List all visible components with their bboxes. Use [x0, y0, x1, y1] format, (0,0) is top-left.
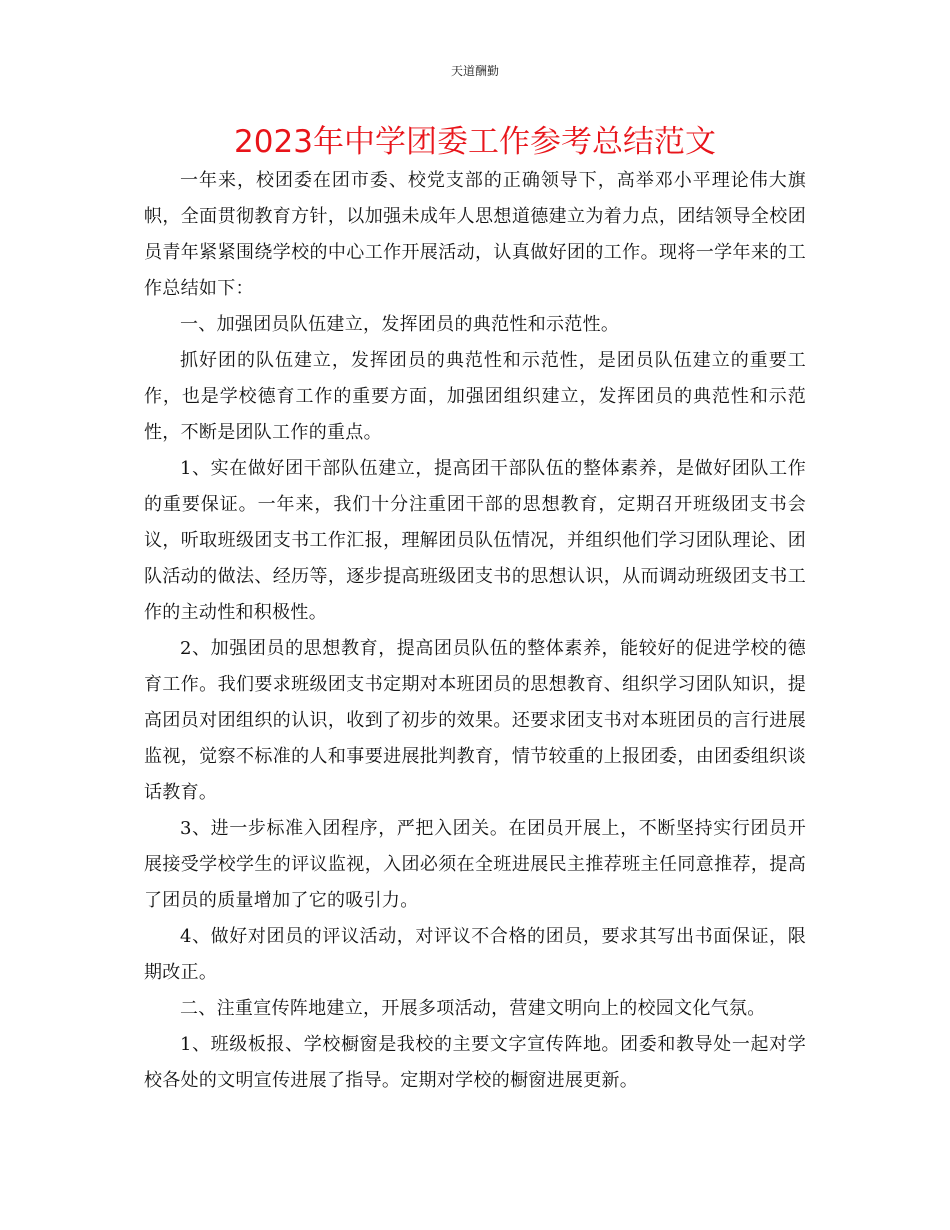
paragraph-item-3: 3、进一步标准入团程序，严把入团关。在团员开展上，不断坚持实行团员开展接受学校学生的评议监视，入团必须在全班进展民主推荐班主任同意推荐，提高了团员的质量增加了它的吸引力。 — [144, 818, 806, 911]
document-title: 2023年中学团委工作参考总结范文 — [234, 124, 716, 160]
document-body — [144, 163, 806, 1099]
paragraph-section-1-overview: 抓好团的队伍建立，发挥团员的典范性和示范性，是团员队伍建立的重要工作，也是学校德育工作的重要方面，加强团组织建立，发挥团员的典范性和示范性，不断是团队工作的重点。 — [144, 350, 806, 443]
paragraph-item-2: 2、加强团员的思想教育，提高团员队伍的整体素养，能较好的促进学校的德育工作。我们要求班级团支书定期对本班团员的思想教育、组织学习团队知识，提高团员对团组织的认识，收到了初步的效果。还要求团支书对本班团员的言行进展监视，觉察不标准的人和事要进展批判教育，情节较重的上报团委，由团委组织谈话教育。 — [144, 638, 806, 803]
paragraph-item-1: 1、实在做好团干部队伍建立，提高团干部队伍的整体素养，是做好团队工作的重要保证。一年来，我们十分注重团干部的思想教育，定期召开班级团支书会议，听取班级团支书工作汇报，理解团员队伍情况，并组织他们学习团队理论、团队活动的做法、经历等，逐步提高班级团支书的思想认识，从而调动班级团支书工作的主动性和积极性。 — [144, 458, 806, 623]
paragraph-section-2-item-1: 1、班级板报、学校橱窗是我校的主要文字宣传阵地。团委和教导处一起对学校各处的文明宣传进展了指导。定期对学校的橱窗进展更新。 — [144, 1034, 806, 1091]
paragraph-intro: 一年来，校团委在团市委、校党支部的正确领导下，高举邓小平理论伟大旗帜，全面贯彻教育方针，以加强未成年人思想道德建立为着力点，团结领导全校团员青年紧紧围绕学校的中心工作开展活动，认真做好团的工作。现将一学年来的工作总结如下： — [144, 170, 806, 299]
page-header: 天道酬勤 — [450, 64, 499, 78]
paragraph-section-2-heading: 二、注重宣传阵地建立，开展多项活动，营建文明向上的校园文化气氛。 — [180, 998, 766, 1019]
paragraph-section-1-heading: 一、加强团员队伍建立，发挥团员的典范性和示范性。 — [180, 314, 620, 335]
paragraph-item-4: 4、做好对团员的评议活动，对评议不合格的团员，要求其写出书面保证，限期改正。 — [144, 926, 806, 983]
